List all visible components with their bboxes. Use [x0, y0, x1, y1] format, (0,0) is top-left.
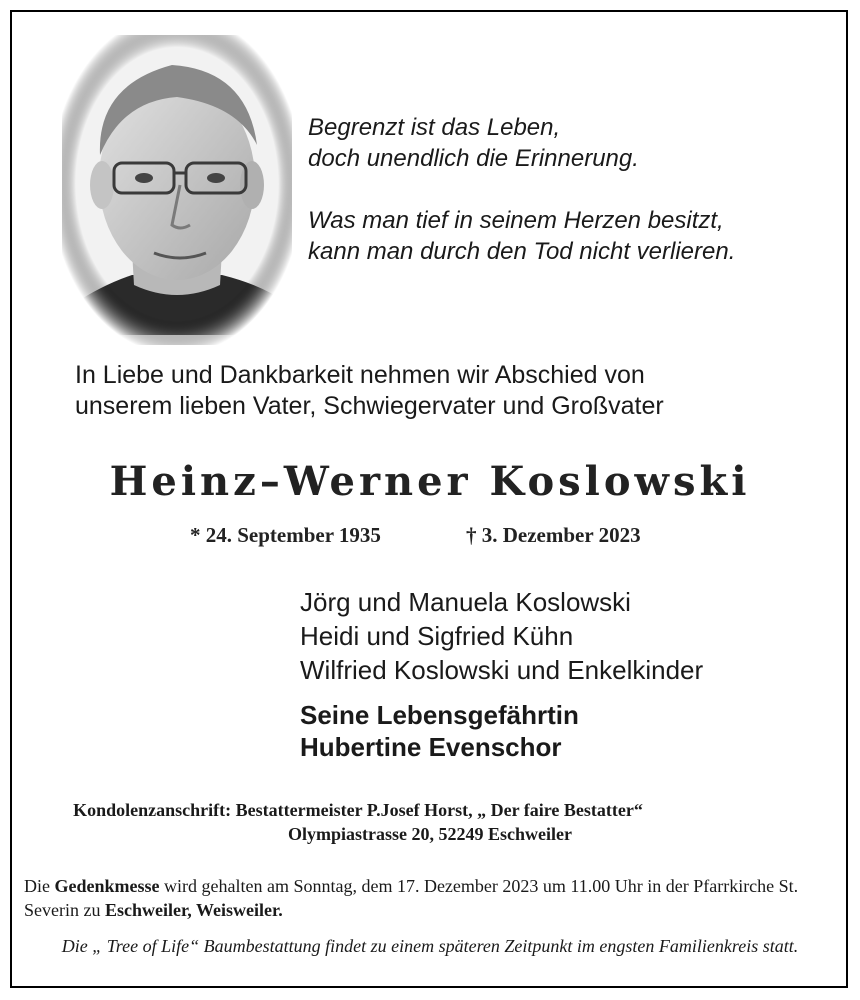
- quote-line: kann man durch den Tod nicht verlieren.: [308, 238, 736, 265]
- quote-stanza-2: [308, 205, 735, 267]
- intro-line: unserem lieben Vater, Schwiegervater und Großvater: [75, 392, 664, 420]
- portrait-photo: [62, 35, 292, 345]
- address-line: Kondolenzanschrift: Bestattermeister P.Josef Horst, „ Der faire Bestatter“: [73, 800, 643, 820]
- partner-name: Hubertine Evenschor: [300, 732, 562, 762]
- address-line: Olympiastrasse 20, 52249 Eschweiler: [288, 824, 572, 844]
- condolence-address: [0, 798, 860, 846]
- service-text: wird gehalten am Sonntag, dem 17. Dezember 2023 um 11.00 Uhr in der Pfarrkirche St. Severin zu: [24, 876, 799, 920]
- death-date: † 3. Dezember 2023: [466, 523, 641, 547]
- memorial-service-text: [24, 874, 824, 922]
- family-member: Heidi und Sigfried Kühn: [300, 621, 574, 651]
- birth-date: * 24. September 1935: [190, 523, 381, 547]
- quote-line: Was man tief in seinem Herzen besitzt,: [308, 207, 724, 234]
- family-list: [300, 585, 703, 687]
- partner-block: [300, 699, 579, 763]
- family-member: Wilfried Koslowski und Enkelkinder: [300, 655, 704, 685]
- intro-text: [75, 360, 664, 422]
- intro-line: In Liebe und Dankbarkeit nehmen wir Abschied von: [75, 361, 645, 389]
- family-member: Jörg und Manuela Koslowski: [300, 587, 631, 617]
- service-bold: Gedenkmesse: [54, 876, 160, 896]
- deceased-name: Heinz–Werner Koslowski: [109, 458, 751, 505]
- partner-title: Seine Lebensgefährtin: [300, 700, 579, 730]
- service-text: Die: [24, 876, 55, 896]
- quote-line: doch unendlich die Erinnerung.: [308, 145, 639, 172]
- service-bold: Eschweiler, Weisweiler.: [104, 900, 283, 920]
- quote-stanza-1: [308, 112, 639, 174]
- quote-line: Begrenzt ist das Leben,: [308, 114, 561, 141]
- tree-of-life-note: Die „ Tree of Life“ Baumbestattung findet zu einem späteren Zeitpunkt im engsten Familienkreis statt.: [61, 936, 799, 956]
